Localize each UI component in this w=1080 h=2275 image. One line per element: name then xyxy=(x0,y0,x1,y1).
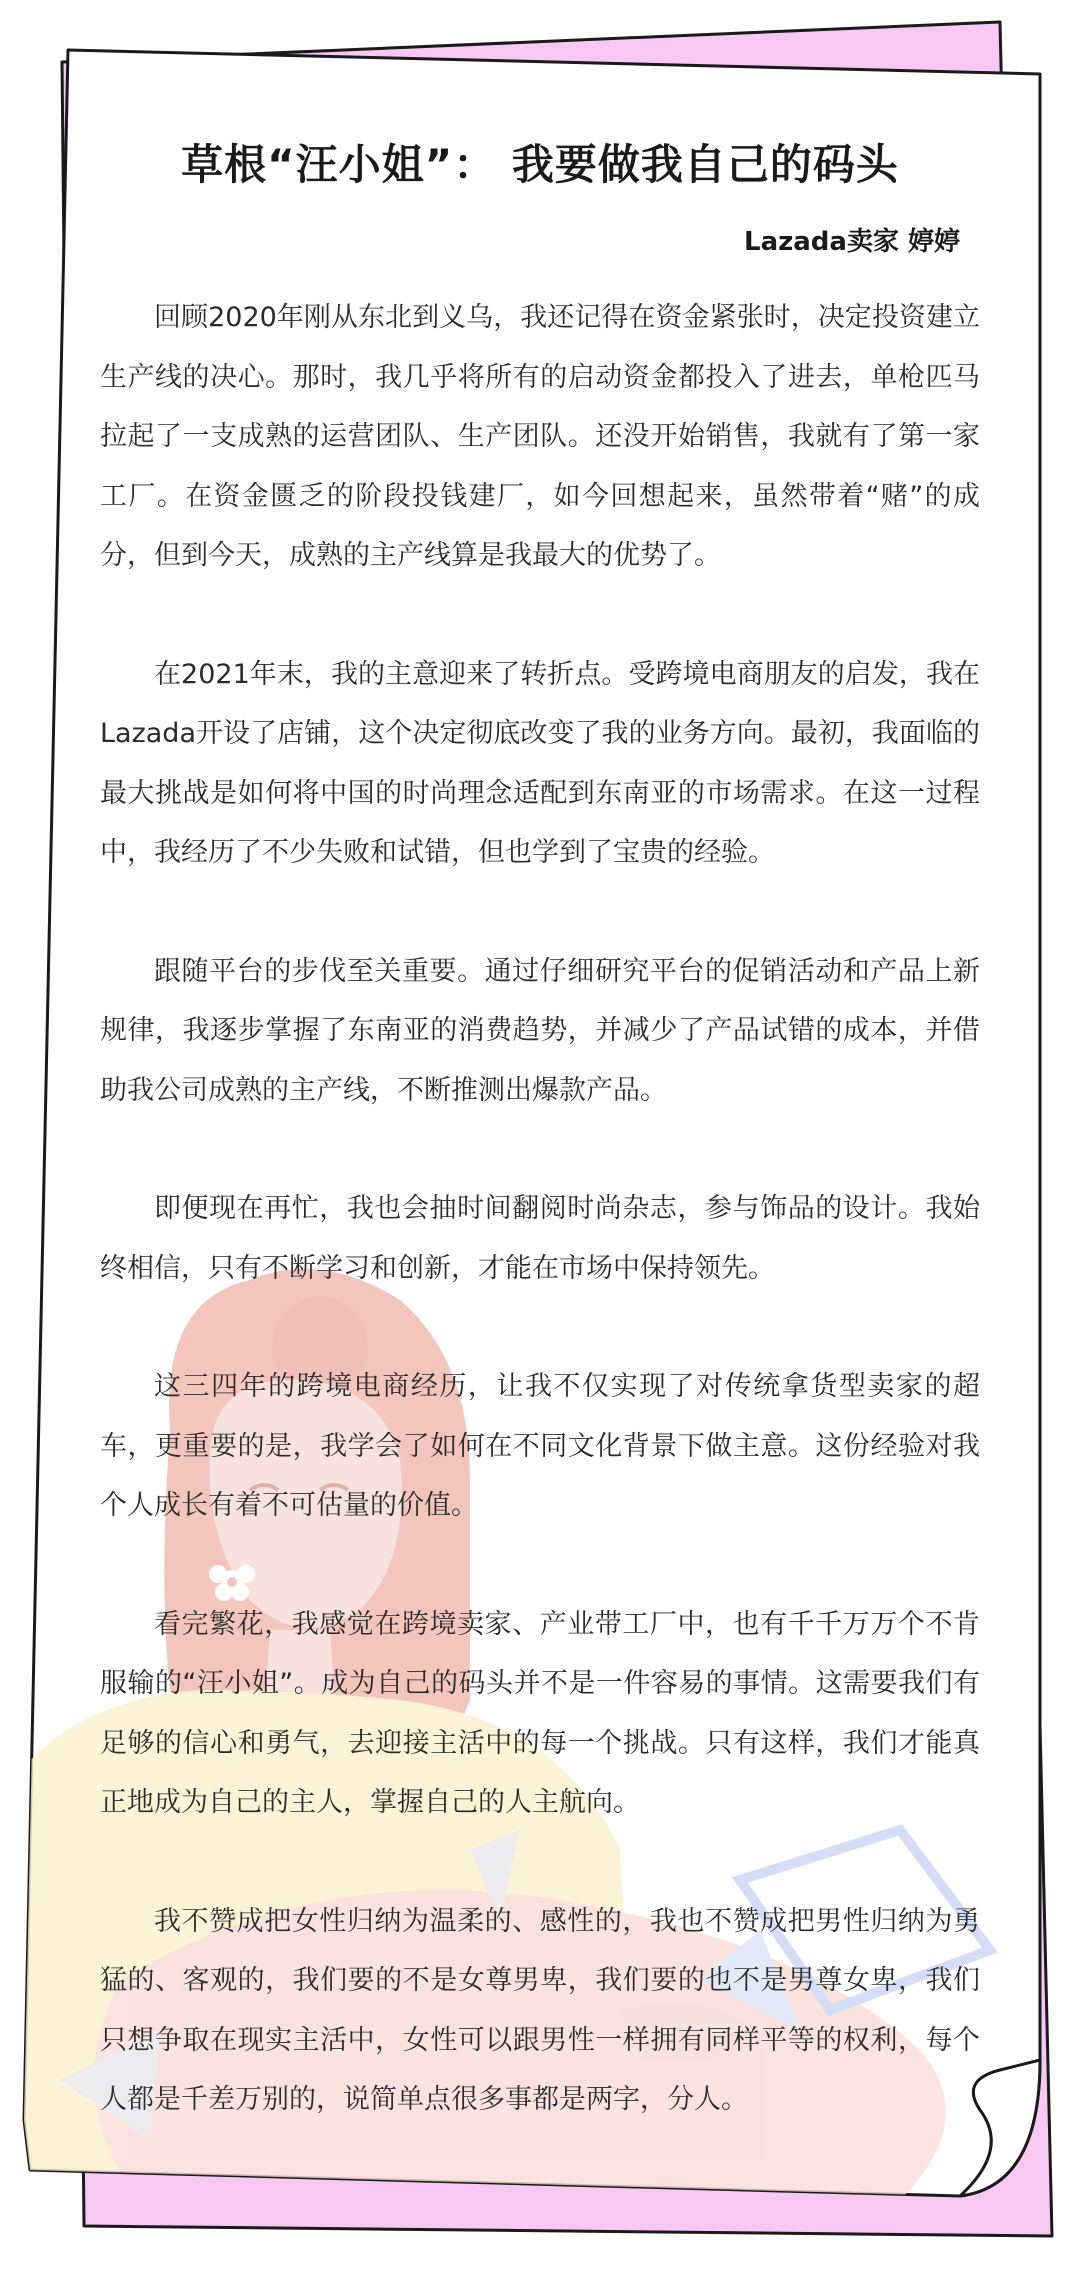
paragraph-4: 即便现在再忙，我也会抽时间翻阅时尚杂志，参与饰品的设计。我始终相信，只有不断学习和创新，才能在市场中保持领先。 xyxy=(100,1193,980,1284)
paragraph-5: 这三四年的跨境电商经历，让我不仅实现了对传统拿货型卖家的超车，更重要的是，我学会了如何在不同文化背景下做主意。这份经验对我个人成长有着不可估量的价值。 xyxy=(100,1371,980,1521)
paragraph-6: 看完繁花，我感觉在跨境卖家、产业带工厂中，也有千千万万个不肯服输的“汪小姐”。成为自己的码头并不是一件容易的事情。这需要我们有足够的信心和勇气，去迎接主活中的每一个挑战。只有这样，我们才能真正地成为自己的主人，掌握自己的人主航向。 xyxy=(100,1608,980,1818)
paragraph-3: 跟随平台的步伐至关重要。通过仔细研究平台的促销活动和产品上新规律，我逐步掌握了东南亚的消费趋势，并减少了产品试错的成本，并借助我公司成熟的主产线，不断推测出爆款产品。 xyxy=(100,955,980,1106)
paragraph-1: 回顾2020年刚从东北到义乌，我还记得在资金紧张时，决定投资建立生产线的决心。那时，我几乎将所有的启动资金都投入了进去，单枪匹马拉起了一支成熟的运营团队、生产团队。还没开始销售，我就有了第一家工厂。在资金匮乏的阶段投钱建厂，如今回想起来，虽然带着“赌”的成分，但到今天，成熟的主产线算是我最大的优势了。 xyxy=(100,302,980,571)
paragraph-2: 在2021年末，我的主意迎来了转折点。受跨境电商朋友的启发，我在Lazada开设了店铺，这个决定彻底改变了我的业务方向。最初，我面临的最大挑战是如何将中国的时尚理念适配到东南亚的市场需求。在这一过程中，我经历了不少失败和试错，但也学到了宝贵的经验。 xyxy=(100,658,980,868)
article xyxy=(100,120,980,2130)
article-title: 草根“汪小姐”： 我要做我自己的码头 xyxy=(181,140,899,189)
article-author: Lazada卖家 婷婷 xyxy=(744,227,960,257)
paragraph-7: 我不赞成把女性归纳为温柔的、感性的，我也不赞成把男性归纳为勇猛的、客观的，我们要的不是女尊男卑，我们要的也不是男尊女卑，我们只想争取在现实主活中，女性可以跟男性一样拥有同样平等的权利，每个人都是千差万别的，说简单点很多事都是两字，分人。 xyxy=(100,1905,980,2115)
